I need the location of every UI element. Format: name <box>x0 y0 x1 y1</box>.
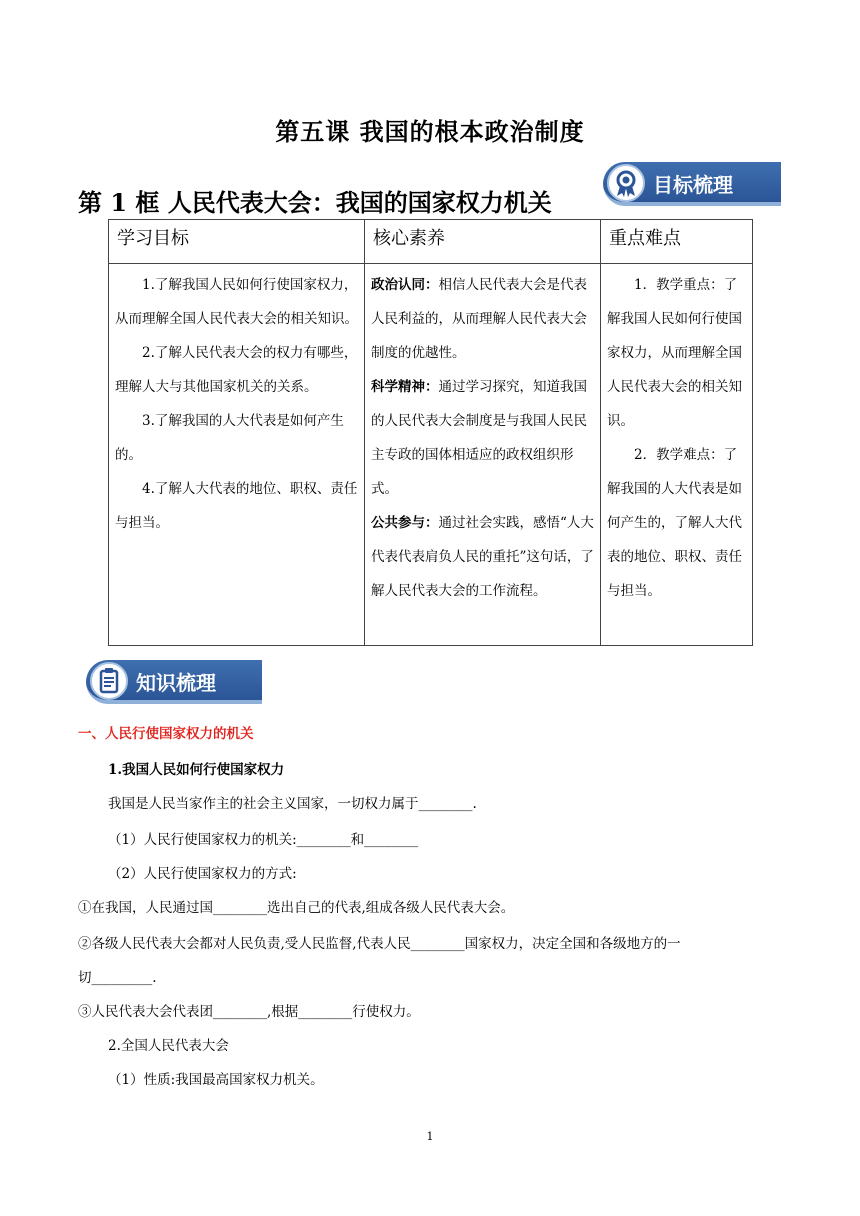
paragraph: ①在我国，人民通过国________选出自己的代表,组成各级人民代表大会。 <box>78 900 515 916</box>
heading-section-one: 一、人民行使国家权力的机关 <box>78 726 254 742</box>
core-label: 科学精神： <box>371 379 439 395</box>
paragraph: ②各级人民代表大会都对人民负责,受人民监督,代表人民________国家权力，决定全国和各级地方的一 <box>78 936 681 952</box>
core-item <box>371 268 594 370</box>
paragraph: （1）性质:我国最高国家权力机关。 <box>108 1072 324 1088</box>
core-item <box>371 370 594 506</box>
goal-item: 4.了解人大代表的地位、职权、责任与担当。 <box>115 481 358 531</box>
core-text: 通过学习探究，知道我国的人民代表大会制度是与我国人民民主专政的国体相适应的政权组织形式。 <box>371 379 587 497</box>
goals-cell <box>109 264 365 646</box>
paragraph: ③人民代表大会代表团________,根据________行使权力。 <box>78 1004 420 1020</box>
paragraph: 切_________. <box>78 970 157 986</box>
core-label: 公共参与： <box>371 515 439 531</box>
core-item <box>371 506 594 608</box>
goal-item: 3.了解我国的人大代表是如何产生的。 <box>115 413 344 463</box>
section-title: 第 1 框 人民代表大会：我国的国家权力机关 <box>78 188 552 217</box>
key-points-cell <box>601 264 753 646</box>
core-label: 政治认同： <box>371 277 439 293</box>
learning-goals-table <box>108 219 753 646</box>
keypoint-item: 1．教学重点：了解我国人民如何行使国家权力，从而理解全国人民代表大会的相关知识。 <box>607 277 742 429</box>
medal-icon <box>607 164 645 202</box>
header-learning-goals: 学习目标 <box>109 220 365 264</box>
paragraph: 我国是人民当家作主的社会主义国家，一切权力属于________. <box>108 796 477 812</box>
page-number: 1 <box>426 1130 434 1143</box>
knowledge-banner <box>86 660 262 704</box>
goal-item: 2.了解人民代表大会的权力有哪些，理解人大与其他国家机关的关系。 <box>115 345 358 395</box>
clipboard-icon <box>90 662 128 700</box>
core-text: 相信人民代表大会是代表人民利益的，从而理解人民代表大会制度的优越性。 <box>371 277 587 361</box>
keypoint-item: 2．教学难点：了解我国的人大代表是如何产生的，了解人大代表的地位、职权、责任与担当。 <box>607 447 742 599</box>
knowledge-banner-label: 知识梳理 <box>136 671 216 695</box>
goals-banner-label: 目标梳理 <box>653 173 733 197</box>
paragraph: （1）人民行使国家权力的机关:________和________ <box>108 832 419 848</box>
core-literacy-cell <box>365 264 601 646</box>
core-text: 通过社会实践，感悟“人大代表代表肩负人民的重托”这句话，了 解人民代表大会的工作流程。 <box>371 515 594 599</box>
header-key-points: 重点难点 <box>601 220 753 264</box>
subheading-two: 2.全国人民代表大会 <box>108 1038 229 1054</box>
paragraph: （2）人民行使国家权力的方式: <box>108 866 297 882</box>
subheading-one: 1.我国人民如何行使国家权力 <box>108 762 285 778</box>
goals-banner <box>603 162 781 206</box>
goal-item: 1.了解我国人民如何行使国家权力，从而理解全国人民代表大会的相关知识。 <box>115 277 358 327</box>
header-core-literacy: 核心素养 <box>365 220 601 264</box>
page-title: 第五课 我国的根本政治制度 <box>275 117 585 146</box>
